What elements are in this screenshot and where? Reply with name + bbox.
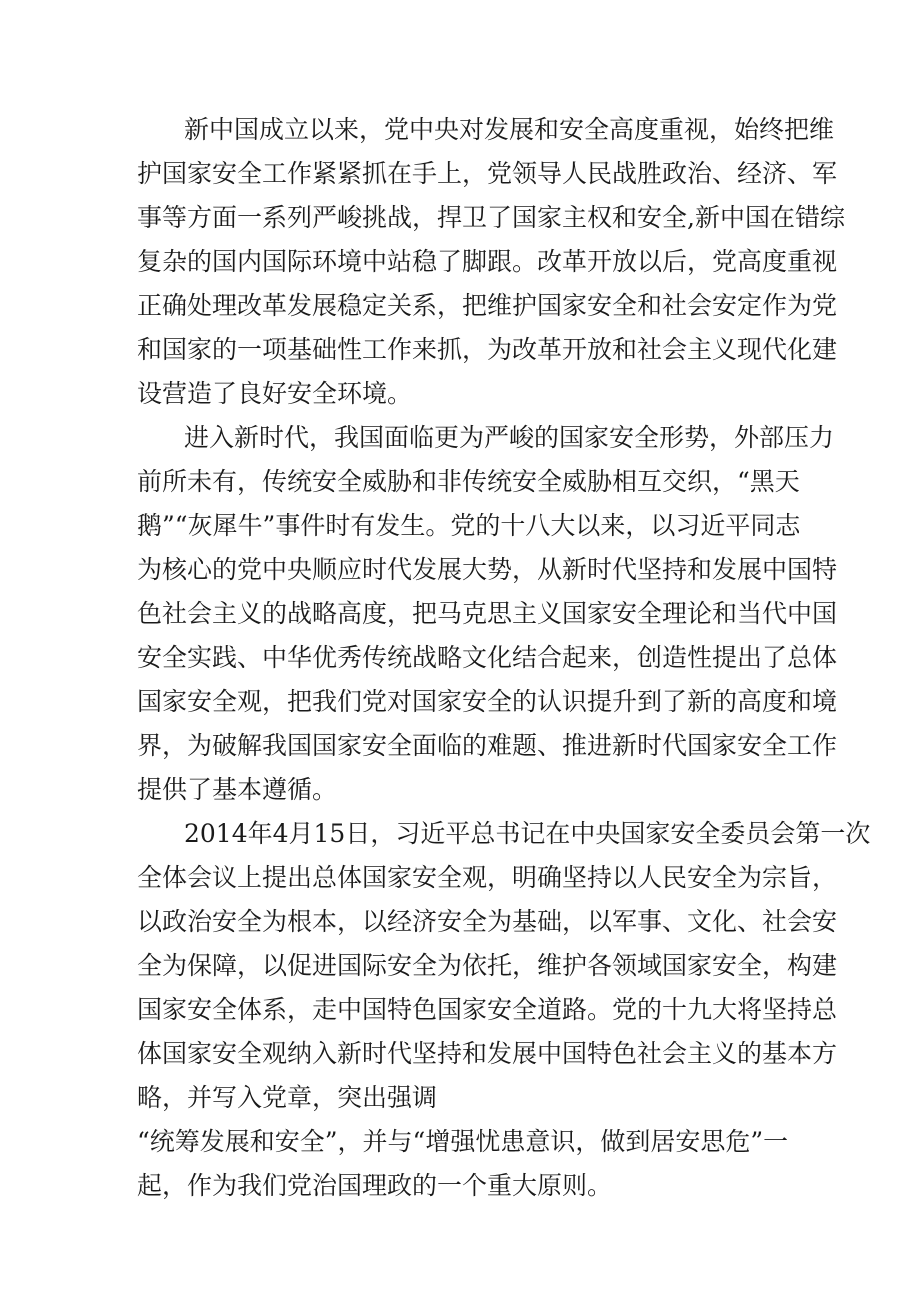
paragraph-3-line-4: 全为保障，以促进国际安全为依托，维护各领域国家安全，构建 (137, 951, 838, 980)
paragraph-1-line-4: 复杂的国内国际环境中站稳了脚跟。改革开放以后，党高度重视 (137, 247, 838, 276)
paragraph-2-line-7: 国家安全观，把我们党对国家安全的认识提升到了新的高度和境 (137, 687, 838, 716)
paragraph-1-line-6: 和国家的一项基础性工作来抓，为改革开放和社会主义现代化建 (137, 335, 838, 364)
paragraph-3-line-1: 2014年4月15日，习近平总书记在中央国家安全委员会第一次 (184, 819, 871, 848)
paragraph-2-line-3: 鹅”“灰犀牛”事件时有发生。党的十八大以来，以习近平同志 (137, 511, 801, 540)
paragraph-2-line-9: 提供了基本遵循。 (137, 775, 338, 804)
paragraph-1-line-3: 事等方面一系列严峻挑战，捍卫了国家主权和安全,新中国在错综 (137, 203, 845, 232)
paragraph-1-line-7: 设营造了良好安全环境。 (137, 379, 413, 408)
paragraph-3-line-5: 国家安全体系，走中国特色国家安全道路。党的十九大将坚持总 (137, 995, 838, 1024)
paragraph-3-line-8: “统筹发展和安全”，并与“增强忧患意识，做到居安思危”一 (137, 1127, 789, 1156)
paragraph-3-line-9: 起，作为我们党治国理政的一个重大原则。 (137, 1171, 613, 1200)
paragraph-3-line-7: 略，并写入党章，突出强调 (137, 1083, 438, 1112)
paragraph-1-line-2: 护国家安全工作紧紧抓在手上，党领导人民战胜政治、经济、军 (137, 159, 838, 188)
paragraph-1-line-1: 新中国成立以来，党中央对发展和安全高度重视，始终把维 (184, 115, 835, 144)
paragraph-3-line-2: 全体会议上提出总体国家安全观，明确坚持以人民安全为宗旨， (137, 863, 838, 892)
paragraph-2-line-8: 界，为破解我国国家安全面临的难题、推进新时代国家安全工作 (137, 731, 838, 760)
paragraph-3-line-3: 以政治安全为根本，以经济安全为基础，以军事、文化、社会安 (137, 907, 838, 936)
paragraph-3-line-6: 体国家安全观纳入新时代坚持和发展中国特色社会主义的基本方 (137, 1039, 838, 1068)
paragraph-2-line-5: 色社会主义的战略高度，把马克思主义国家安全理论和当代中国 (137, 599, 838, 628)
paragraph-2-line-4: 为核心的党中央顺应时代发展大势，从新时代坚持和发展中国特 (137, 555, 838, 584)
paragraph-2-line-2: 前所未有，传统安全威胁和非传统安全威胁相互交织，“黑天 (137, 467, 800, 496)
paragraph-2-line-6: 安全实践、中华优秀传统战略文化结合起来，创造性提出了总体 (137, 643, 838, 672)
paragraph-2-line-1: 进入新时代，我国面临更为严峻的国家安全形势，外部压力 (184, 423, 835, 452)
paragraph-1-line-5: 正确处理改革发展稳定关系，把维护国家安全和社会安定作为党 (137, 291, 838, 320)
